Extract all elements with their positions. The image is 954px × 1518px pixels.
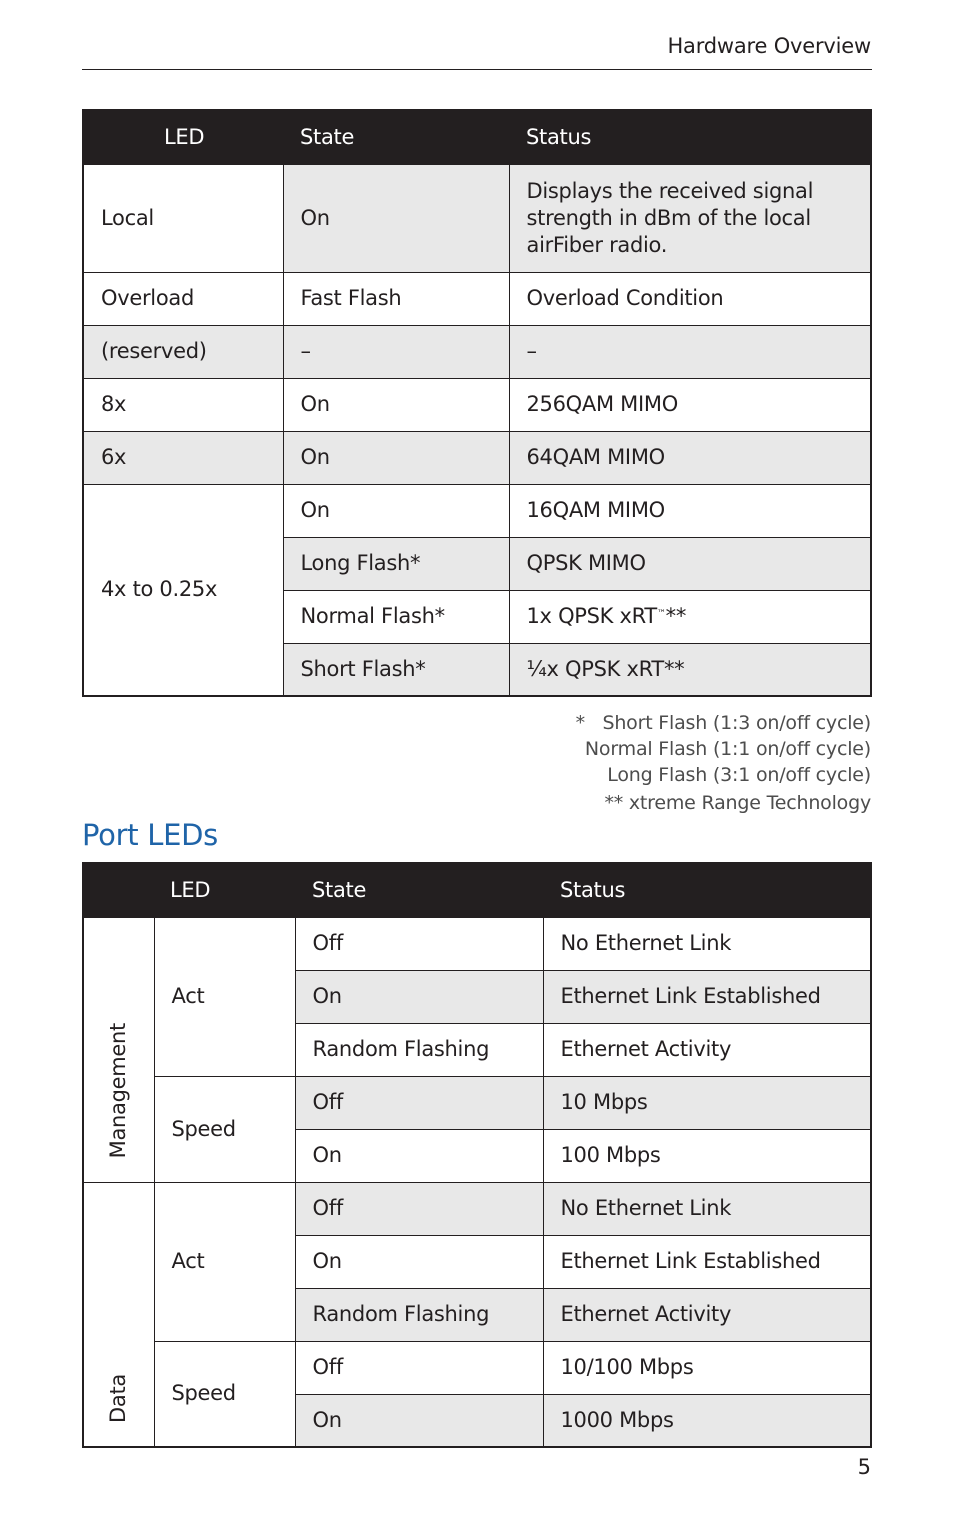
- led-cell: Speed: [154, 1341, 295, 1447]
- state-cell: On: [295, 1394, 543, 1447]
- status-cell: 10/100 Mbps: [543, 1341, 871, 1394]
- status-suffix: **: [665, 604, 687, 628]
- header-rule: [82, 69, 872, 70]
- vertical-label: Data: [106, 1374, 131, 1423]
- footnote: Long Flash (3:1 on/off cycle): [607, 764, 871, 786]
- table-row: [83, 378, 871, 431]
- table-row: [83, 164, 871, 272]
- state-cell: Off: [295, 1076, 543, 1129]
- table-row: [83, 917, 871, 970]
- state-cell: On: [283, 431, 509, 484]
- header-status: Status: [543, 863, 871, 917]
- footnote: Normal Flash (1:1 on/off cycle): [584, 738, 871, 760]
- header-state: State: [283, 110, 509, 164]
- led-cell: Act: [154, 917, 295, 1076]
- status-cell: No Ethernet Link: [543, 917, 871, 970]
- state-cell: Short Flash*: [283, 643, 509, 696]
- status-cell: [509, 590, 871, 643]
- status-cell: QPSK MIMO: [509, 537, 871, 590]
- vertical-label: Management: [106, 1023, 131, 1159]
- header-led: LED: [83, 110, 283, 164]
- status-cell: –: [509, 325, 871, 378]
- status-cell: Ethernet Activity: [543, 1288, 871, 1341]
- status-cell: 10 Mbps: [543, 1076, 871, 1129]
- table-row: [83, 1341, 871, 1394]
- state-cell: Fast Flash: [283, 272, 509, 325]
- table-row: [83, 484, 871, 537]
- status-cell: Ethernet Activity: [543, 1023, 871, 1076]
- led-cell: 6x: [83, 431, 283, 484]
- state-cell: Long Flash*: [283, 537, 509, 590]
- state-cell: Random Flashing: [295, 1288, 543, 1341]
- footnotes: [576, 710, 871, 816]
- status-cell: Ethernet Link Established: [543, 970, 871, 1023]
- page-number: 5: [857, 1455, 871, 1479]
- state-cell: Random Flashing: [295, 1023, 543, 1076]
- led-cell: 4x to 0.25x: [83, 484, 283, 696]
- status-cell: 64QAM MIMO: [509, 431, 871, 484]
- state-cell: On: [283, 378, 509, 431]
- led-cell: Overload: [83, 272, 283, 325]
- status-cell: Displays the received signal strength in dBm of the local airFiber radio.: [509, 164, 871, 272]
- status-cell: Overload Condition: [509, 272, 871, 325]
- led-cell: Local: [83, 164, 283, 272]
- state-cell: Off: [295, 1182, 543, 1235]
- footnote: * Short Flash (1:3 on/off cycle): [575, 712, 871, 734]
- status-text: 1x QPSK xRT: [526, 604, 657, 628]
- port-leds-table: [82, 862, 872, 1448]
- led-table: [82, 109, 872, 697]
- status-cell: 256QAM MIMO: [509, 378, 871, 431]
- group-label-management: [83, 917, 154, 1182]
- table-row: [83, 325, 871, 378]
- led-table-header: [83, 110, 871, 164]
- status-cell: 100 Mbps: [543, 1129, 871, 1182]
- footnote: ** xtreme Range Technology: [604, 792, 871, 814]
- status-cell: 16QAM MIMO: [509, 484, 871, 537]
- led-cell: Speed: [154, 1076, 295, 1182]
- led-cell: Act: [154, 1182, 295, 1341]
- state-cell: –: [283, 325, 509, 378]
- status-cell: 1000 Mbps: [543, 1394, 871, 1447]
- state-cell: On: [283, 484, 509, 537]
- state-cell: Normal Flash*: [283, 590, 509, 643]
- status-cell: No Ethernet Link: [543, 1182, 871, 1235]
- state-cell: Off: [295, 1341, 543, 1394]
- header-status: Status: [509, 110, 871, 164]
- led-cell: 8x: [83, 378, 283, 431]
- state-cell: On: [295, 1235, 543, 1288]
- section-title: Port LEDs: [82, 818, 218, 852]
- table-row: [83, 431, 871, 484]
- table-row: [83, 272, 871, 325]
- state-cell: On: [295, 1129, 543, 1182]
- state-cell: On: [295, 970, 543, 1023]
- state-cell: Off: [295, 917, 543, 970]
- status-cell: Ethernet Link Established: [543, 1235, 871, 1288]
- led-cell: (reserved): [83, 325, 283, 378]
- trademark-symbol: ™: [656, 609, 666, 619]
- table-row: [83, 1182, 871, 1235]
- port-table-header: [83, 863, 871, 917]
- table-row: [83, 1076, 871, 1129]
- state-cell: On: [283, 164, 509, 272]
- group-label-data: [83, 1182, 154, 1447]
- header-state: State: [295, 863, 543, 917]
- status-cell: ¼x QPSK xRT**: [509, 643, 871, 696]
- running-header: Hardware Overview: [667, 34, 871, 58]
- header-led: LED: [83, 863, 295, 917]
